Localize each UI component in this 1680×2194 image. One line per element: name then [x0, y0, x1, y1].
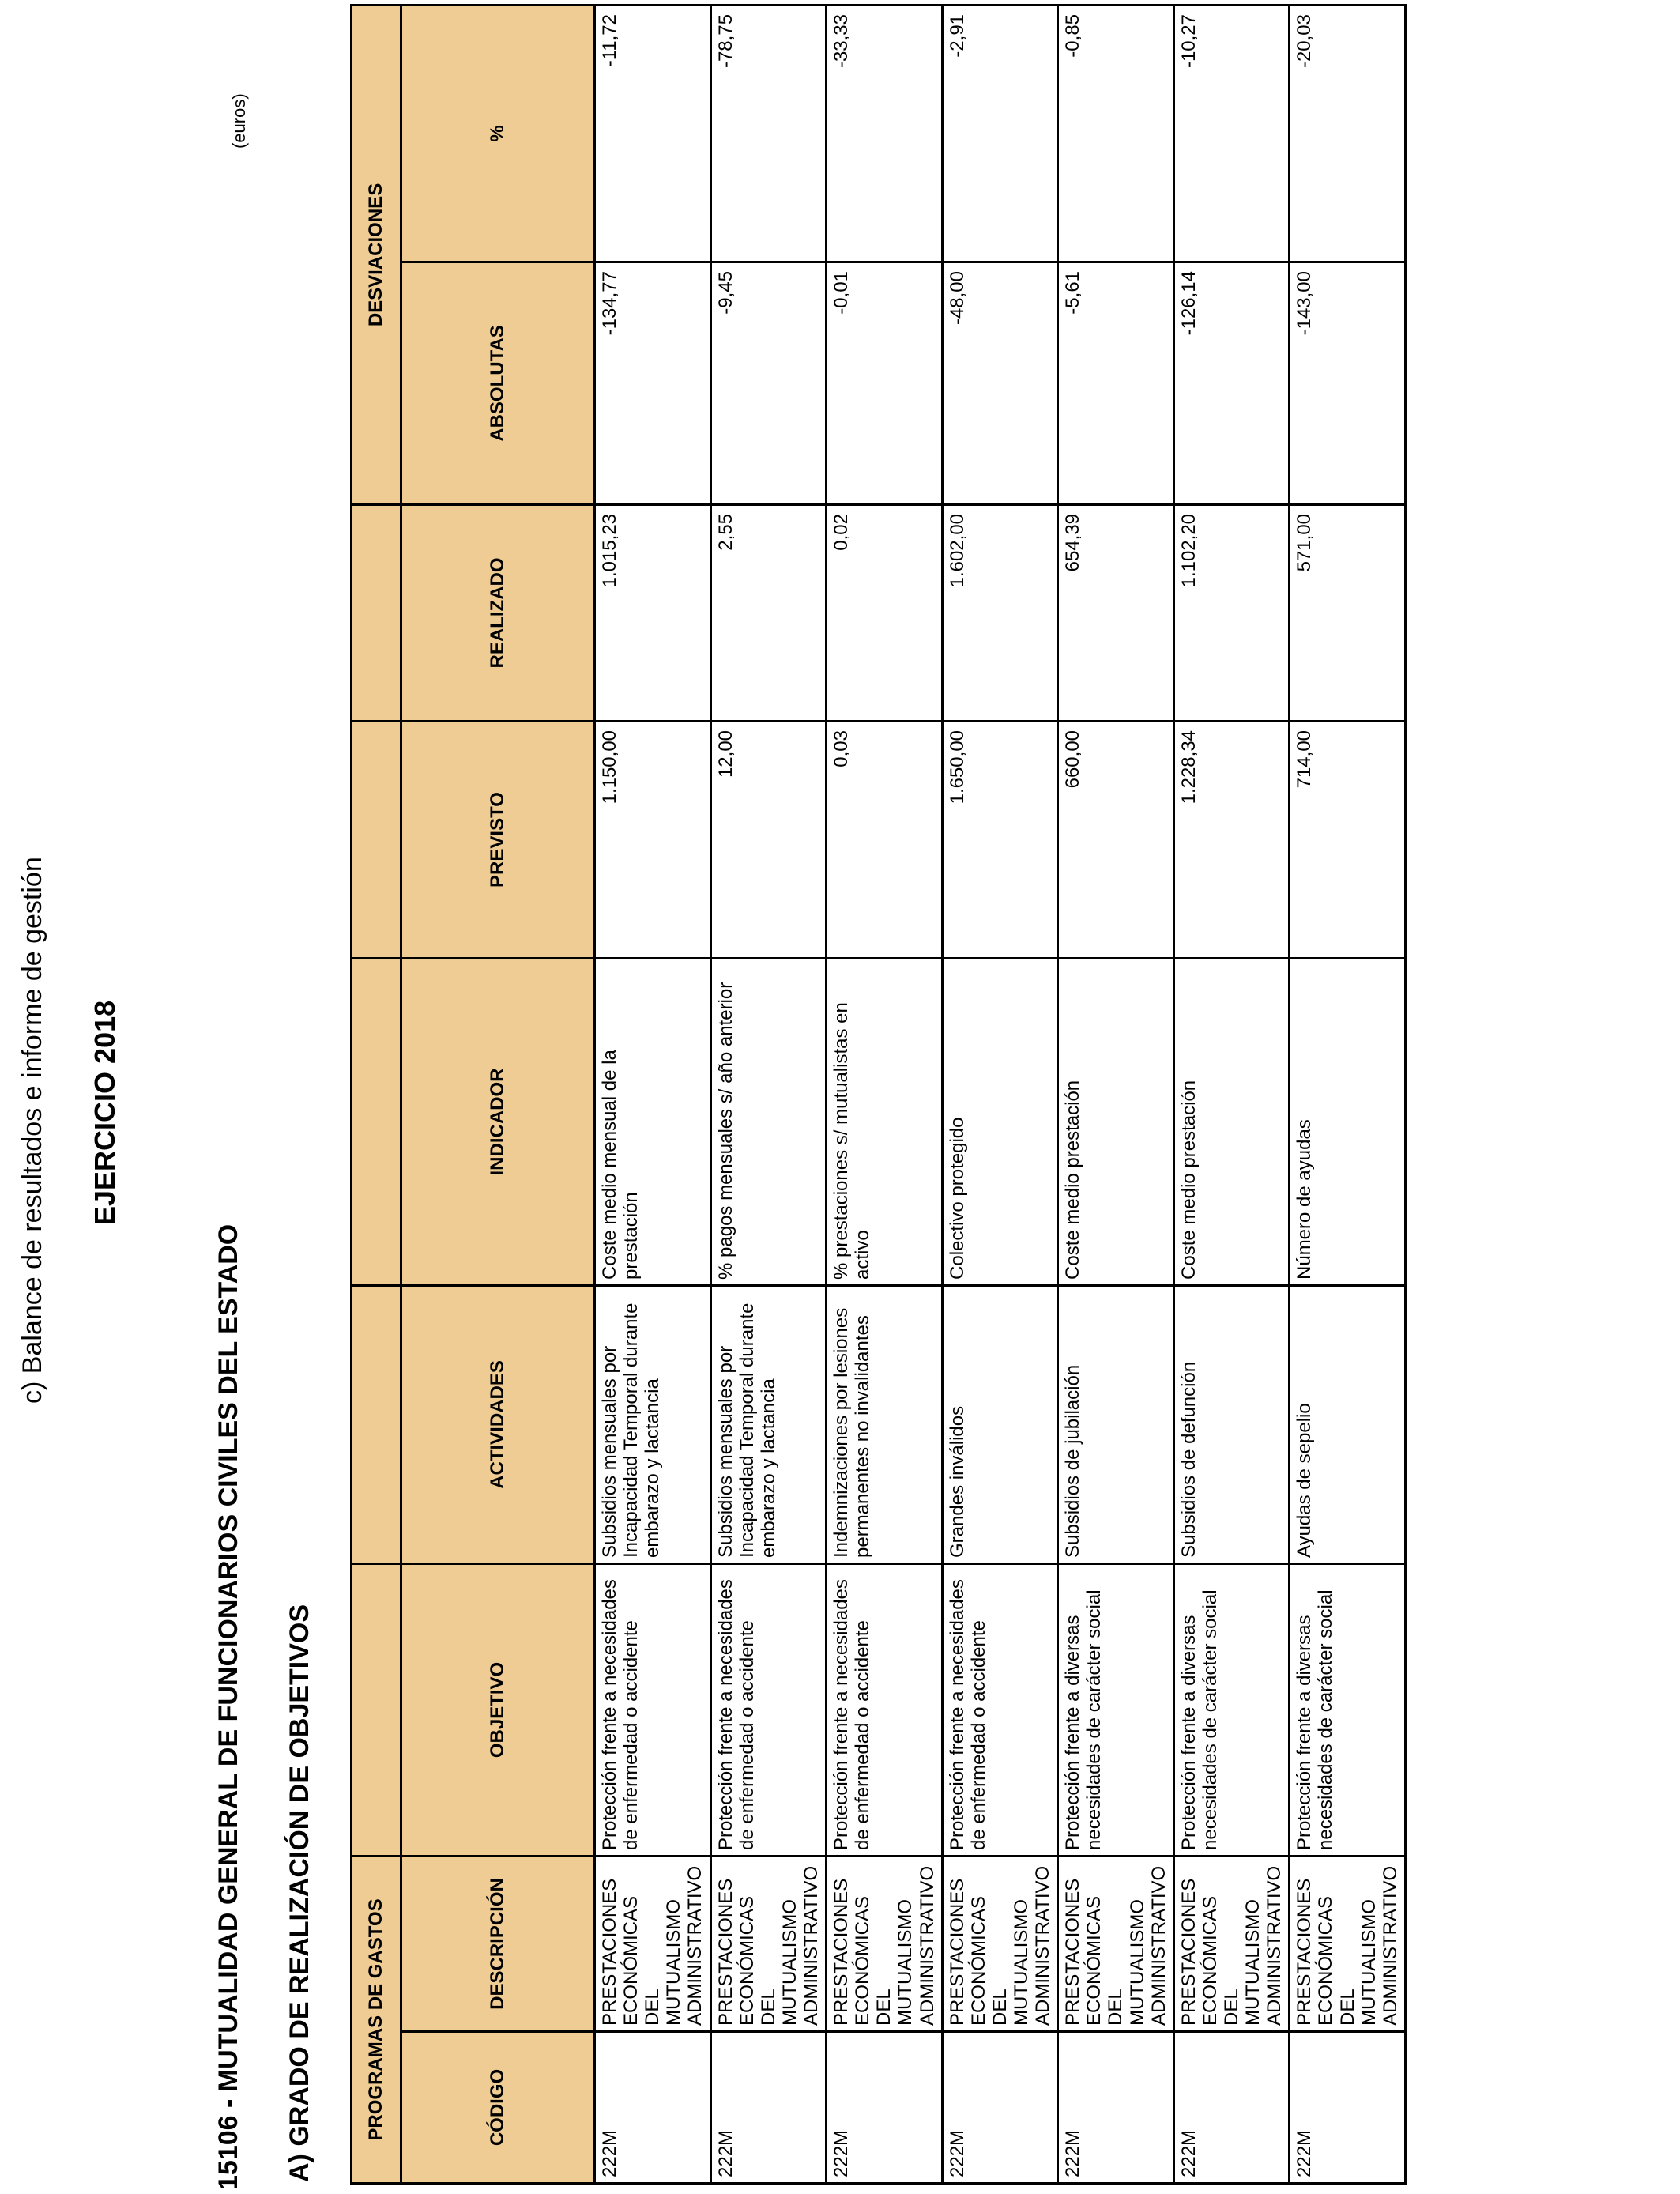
col-header-absolutas: ABSOLUTAS [401, 262, 595, 504]
cell-pct: -20,03 [1290, 5, 1406, 262]
cell-actividades: Subsidios de jubilación [1058, 1285, 1174, 1563]
cell-objetivo: Protección frente a necesidades de enfermedad o accidente [827, 1563, 943, 1856]
header-spacer [352, 721, 401, 958]
cell-descripcion: PRESTACIONES ECONÓMICAS DEL MUTUALISMO ADMINISTRATIVO [942, 1856, 1058, 2031]
cell-realizado: 2,55 [710, 504, 827, 721]
cell-actividades: Ayudas de sepelio [1290, 1285, 1406, 1563]
cell-absolutas: -9,45 [710, 262, 827, 504]
header-spacer [352, 1285, 401, 1563]
cell-absolutas: -143,00 [1290, 262, 1406, 504]
cell-realizado: 571,00 [1290, 504, 1406, 721]
cell-realizado: 1.102,20 [1173, 504, 1290, 721]
cell-pct: -78,75 [710, 5, 827, 262]
cell-descripcion: PRESTACIONES ECONÓMICAS DEL MUTUALISMO ADMINISTRATIVO [1058, 1856, 1174, 2031]
col-header-pct: % [401, 5, 595, 262]
col-header-indicador: INDICADOR [401, 958, 595, 1285]
cell-realizado: 0,02 [827, 504, 943, 721]
entity-title: 15106 - MUTUALIDAD GENERAL DE FUNCIONARIOS CIVILES DEL ESTADO [213, 1223, 243, 2190]
cell-codigo: 222M [942, 2032, 1058, 2184]
cell-pct: -33,33 [827, 5, 943, 262]
col-header-descripcion: DESCRIPCIÓN [401, 1856, 595, 2031]
cell-absolutas: -48,00 [942, 262, 1058, 504]
table-row [710, 5, 827, 2183]
header-spacer [352, 1563, 401, 1856]
cell-codigo: 222M [827, 2032, 943, 2184]
cell-actividades: Subsidios mensuales por Incapacidad Temporal durante embarazo y lactancia [595, 1285, 711, 1563]
cell-descripcion: PRESTACIONES ECONÓMICAS DEL MUTUALISMO ADMINISTRATIVO [827, 1856, 943, 2031]
table-row [1058, 5, 1174, 2183]
cell-descripcion: PRESTACIONES ECONÓMICAS DEL MUTUALISMO ADMINISTRATIVO [595, 1856, 711, 2031]
cell-actividades: Subsidios mensuales por Incapacidad Temporal durante embarazo y lactancia [710, 1285, 827, 1563]
col-header-codigo: CÓDIGO [401, 2032, 595, 2184]
cell-indicador: Coste medio prestación [1173, 958, 1290, 1285]
col-header-objetivo: OBJETIVO [401, 1563, 595, 1856]
exercise-title: EJERCICIO 2018 [89, 1000, 121, 1225]
section-title: A) GRADO DE REALIZACIÓN DE OBJETIVOS [284, 1604, 315, 2182]
cell-descripcion: PRESTACIONES ECONÓMICAS DEL MUTUALISMO ADMINISTRATIVO [1173, 1856, 1290, 2031]
cell-indicador: % prestaciones s/ mutualistas en activo [827, 958, 943, 1285]
cell-realizado: 1.602,00 [942, 504, 1058, 721]
cell-codigo: 222M [1290, 2032, 1406, 2184]
col-header-actividades: ACTIVIDADES [401, 1285, 595, 1563]
cell-previsto: 1.228,34 [1173, 721, 1290, 958]
cell-descripcion: PRESTACIONES ECONÓMICAS DEL MUTUALISMO ADMINISTRATIVO [710, 1856, 827, 2031]
group-header-programas: PROGRAMAS DE GASTOS [352, 1856, 401, 2183]
cell-objetivo: Protección frente a necesidades de enfermedad o accidente [595, 1563, 711, 1856]
cell-absolutas: -5,61 [1058, 262, 1174, 504]
cell-actividades: Grandes inválidos [942, 1285, 1058, 1563]
cell-indicador: Coste medio prestación [1058, 958, 1174, 1285]
objectives-table [350, 4, 1407, 2185]
cell-objetivo: Protección frente a diversas necesidades de carácter social [1058, 1563, 1174, 1856]
cell-objetivo: Protección frente a necesidades de enfermedad o accidente [710, 1563, 827, 1856]
report-heading: c) Balance de resultados e informe de gestión [17, 857, 47, 1404]
cell-objetivo: Protección frente a diversas necesidades de carácter social [1290, 1563, 1406, 1856]
cell-absolutas: -126,14 [1173, 262, 1290, 504]
group-header-desviaciones: DESVIACIONES [352, 5, 401, 504]
cell-pct: -2,91 [942, 5, 1058, 262]
cell-indicador: Coste medio mensual de la prestación [595, 958, 711, 1285]
cell-actividades: Indemnizaciones por lesiones permanentes no invalidantes [827, 1285, 943, 1563]
cell-codigo: 222M [1058, 2032, 1174, 2184]
cell-pct: -10,27 [1173, 5, 1290, 262]
table-row [595, 5, 711, 2183]
unit-label: (euros) [229, 93, 249, 149]
cell-realizado: 654,39 [1058, 504, 1174, 721]
cell-absolutas: -0,01 [827, 262, 943, 504]
cell-codigo: 222M [710, 2032, 827, 2184]
cell-objetivo: Protección frente a diversas necesidades de carácter social [1173, 1563, 1290, 1856]
cell-previsto: 0,03 [827, 721, 943, 958]
header-spacer [352, 958, 401, 1285]
cell-realizado: 1.015,23 [595, 504, 711, 721]
cell-previsto: 12,00 [710, 721, 827, 958]
header-spacer [352, 504, 401, 721]
cell-actividades: Subsidios de defunción [1173, 1285, 1290, 1563]
cell-pct: -11,72 [595, 5, 711, 262]
cell-previsto: 714,00 [1290, 721, 1406, 958]
cell-descripcion: PRESTACIONES ECONÓMICAS DEL MUTUALISMO ADMINISTRATIVO [1290, 1856, 1406, 2031]
table-row [942, 5, 1058, 2183]
cell-indicador: % pagos mensuales s/ año anterior [710, 958, 827, 1285]
cell-objetivo: Protección frente a necesidades de enfermedad o accidente [942, 1563, 1058, 1856]
col-header-realizado: REALIZADO [401, 504, 595, 721]
cell-previsto: 660,00 [1058, 721, 1174, 958]
cell-codigo: 222M [1173, 2032, 1290, 2184]
cell-previsto: 1.650,00 [942, 721, 1058, 958]
cell-indicador: Número de ayudas [1290, 958, 1406, 1285]
table-row [827, 5, 943, 2183]
cell-pct: -0,85 [1058, 5, 1174, 262]
cell-previsto: 1.150,00 [595, 721, 711, 958]
cell-absolutas: -134,77 [595, 262, 711, 504]
table-row [1173, 5, 1290, 2183]
col-header-previsto: PREVISTO [401, 721, 595, 958]
cell-codigo: 222M [595, 2032, 711, 2184]
table-row [1290, 5, 1406, 2183]
cell-indicador: Colectivo protegido [942, 958, 1058, 1285]
